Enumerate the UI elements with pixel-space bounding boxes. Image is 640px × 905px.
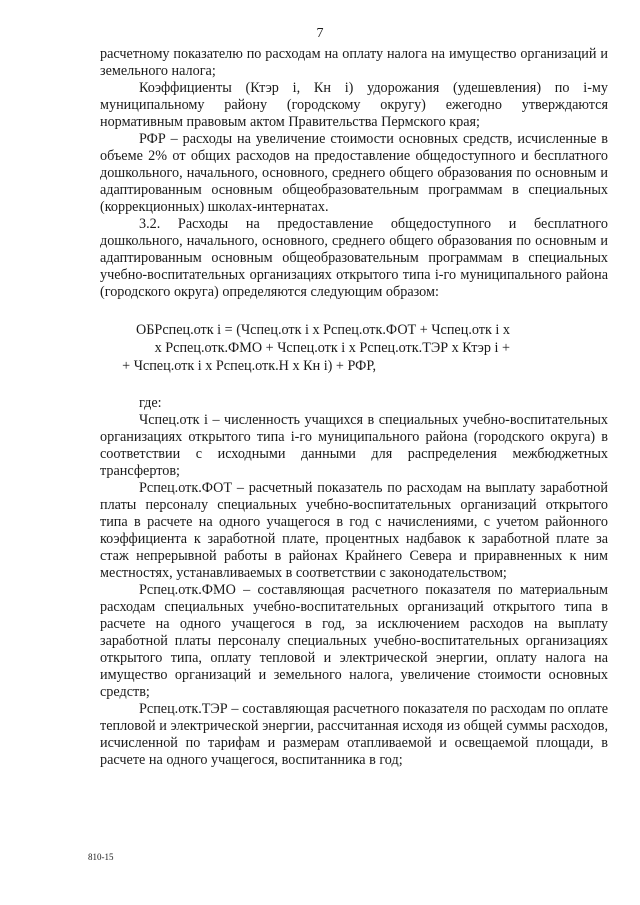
- definition: Рспец.отк.ТЭР – составляющая расчетного показателя по расходам по оплате тепловой и электрической энергии, рассчитанная исходя из общей суммы расходов, исчисленной по тарифам и размерам отапливаемой и освещаемой площади, в расчете на одного учащегося, воспитанника в год;: [100, 701, 608, 768]
- where-label: где:: [139, 395, 162, 411]
- document-code: 810-15: [88, 852, 114, 862]
- formula-line: + Чспец.отк i х Рспец.отк.Н х Кн i) + РФР,: [122, 358, 376, 374]
- definition: Рспец.отк.ФМО – составляющая расчетного показателя по материальным расходам специальных учебно-воспитательных организаций открытого типа в расчете на одного учащегося в год, за исключением расходов на выплату заработной платы персоналу специальных учебно-воспитательных организациях открытого типа, оплату тепловой и электрической энергии, оплату налога на имущество организаций и земельного налога, увеличение стоимости основных средств;: [100, 582, 608, 700]
- definition: Чспец.отк i – численность учащихся в специальных учебно-воспитательных организациях открытого типа i-го муниципального района (городского округа) в соответствии с исходными данными для распределения межбюджетных трансфертов;: [100, 412, 608, 479]
- page-number: 7: [316, 26, 324, 41]
- paragraph: 3.2. Расходы на предоставление общедоступного и бесплатного дошкольного, начального, основного, среднего общего образования по основным и адаптированным основным общеобразовательным программам в специальных учебно-воспитательных организациях открытого типа i-го муниципального района (городского округа) определяются следующим образом:: [100, 216, 608, 300]
- paragraph: Коэффициенты (Ктэр i, Кн i) удорожания (удешевления) по i-му муниципальному району (городскому округу) ежегодно утверждаются нормативным правовым актом Правительства Пермского края;: [100, 80, 608, 130]
- paragraph: расчетному показателю по расходам на оплату налога на имущество организаций и земельного налога;: [100, 46, 608, 79]
- definition: Рспец.отк.ФОТ – расчетный показатель по расходам на выплату заработной платы персоналу специальных учебно-воспитательных организаций открытого типа в расчете на одного учащегося в год с начислениями, с учетом районного коэффициента к заработной плате, процентных надбавок к заработной плате за стаж непрерывной работы в районах Крайнего Севера и приравненных к ним местностях, устанавливаемых в соответствии с законодательством;: [100, 480, 608, 581]
- paragraph: РФР – расходы на увеличение стоимости основных средств, исчисленные в объеме 2% от общих расходов на предоставление общедоступного и бесплатного дошкольного, начального, основного, среднего общего образования по основным и адаптированным основным общеобразовательным программам в специальных (коррекционных) школах-интернатах.: [100, 131, 608, 215]
- formula: [100, 321, 608, 375]
- document-body: [100, 46, 608, 769]
- formula-line: ОБРспец.отк i = (Чспец.отк i х Рспец.отк.ФОТ + Чспец.отк i х: [136, 322, 510, 338]
- formula-line: х Рспец.отк.ФМО + Чспец.отк i х Рспец.отк.ТЭР х Ктэр i +: [154, 340, 510, 356]
